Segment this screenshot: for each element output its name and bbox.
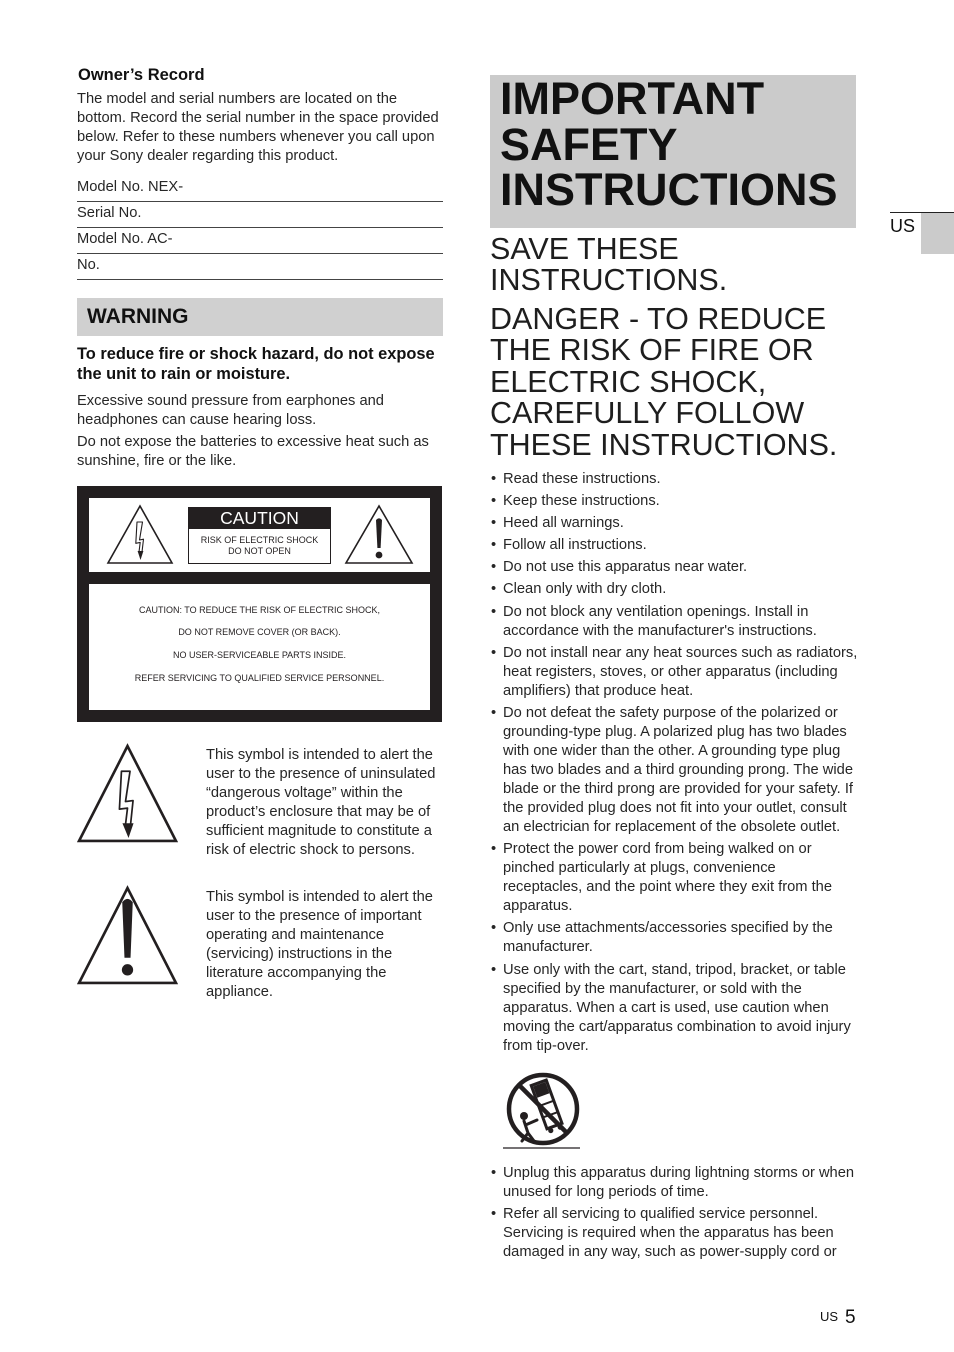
heading-line: THE RISK OF FIRE OR — [490, 333, 814, 368]
paragraph-line: your Sony dealer regarding this product. — [77, 147, 339, 164]
paragraph-line: Do not expose the batteries to excessive heat such as — [77, 433, 429, 450]
battery-heat-warning — [77, 433, 429, 471]
exclamation-warning-triangle-icon — [77, 885, 178, 986]
lightning-warning-triangle-icon — [77, 743, 178, 844]
bullet-item — [490, 1205, 858, 1262]
bullet-text-line: Do not block any ventilation openings. Install in — [503, 603, 809, 620]
page-number-prefix: US — [820, 1308, 839, 1324]
bullet-marker: • — [491, 470, 497, 487]
heading-line: THESE INSTRUCTIONS. — [490, 427, 838, 462]
heading-line: ELECTRIC SHOCK, — [490, 364, 767, 399]
notice-line: REFER SERVICING TO QUALIFIED SERVICE PERSONNEL. — [134, 672, 385, 683]
description-line: risk of electric shock to persons. — [206, 841, 415, 858]
bullet-text-line: with one wider than the other. A grounding type plug — [503, 743, 841, 759]
paragraph-line: headphones can cause hearing loss. — [77, 411, 317, 428]
bullet-text-line: from tip-over. — [503, 1037, 589, 1054]
bullet-marker: • — [491, 514, 497, 531]
bullet-text — [503, 580, 858, 599]
bullet-text — [503, 1205, 858, 1262]
bullet-text — [503, 492, 858, 511]
model-number-field — [77, 176, 443, 202]
bullet-item — [490, 492, 858, 511]
bullet-text — [503, 558, 858, 577]
paragraph-line: bottom. Record the serial number in the space provided — [77, 109, 439, 126]
safety-instructions-list-continued — [490, 1164, 858, 1265]
bullet-marker: • — [491, 537, 497, 554]
bullet-text-line: unused for long periods of time. — [503, 1183, 709, 1200]
description-line: operating and maintenance — [206, 926, 385, 943]
bullet-item — [490, 644, 858, 701]
bullet-text-line: Servicing is required when the apparatus has been — [503, 1224, 834, 1241]
bullet-text — [503, 840, 858, 916]
serial-number-field — [77, 202, 443, 228]
bullet-item — [490, 603, 858, 641]
bullet-item — [490, 580, 858, 599]
bullet-marker: • — [491, 961, 497, 978]
bullet-text-line: grounding-type plug. A polarized plug has two blades — [503, 724, 847, 740]
important-instructions-symbol-description — [206, 888, 433, 1002]
description-line: (servicing) instructions in the — [206, 945, 393, 962]
bullet-text-line: specified by the manufacturer, or sold with the — [503, 980, 802, 997]
bullet-text — [503, 536, 858, 555]
bullet-text-line: Only use attachments/accessories specified by the — [503, 920, 833, 937]
bullet-text — [503, 961, 858, 1056]
bullet-marker: • — [491, 559, 497, 576]
warning-statement — [77, 344, 435, 384]
bullet-item — [490, 961, 858, 1056]
title-line: INSTRUCTIONS — [500, 164, 838, 215]
bullet-text-line: Read these instructions. — [503, 470, 661, 487]
bullet-text-line: Protect the power cord from being walked on or — [503, 841, 812, 858]
bullet-item — [490, 514, 858, 533]
region-tab-label: US — [890, 216, 916, 236]
bullet-marker: • — [491, 920, 497, 937]
bullet-text-line: Use only with the cart, stand, tripod, bracket, or table — [503, 961, 846, 978]
paragraph-line: below. Refer to these numbers whenever you call upon — [77, 128, 435, 145]
bullet-text-line: receptacles, and the point where they exit from the — [503, 879, 833, 896]
bullet-text-line: Heed all warnings. — [503, 514, 624, 531]
warning-heading: WARNING — [87, 305, 189, 328]
bullet-text-line: apparatus. When a cart is used, use caution when — [503, 999, 829, 1016]
bullet-text-line: Do not install near any heat sources such as radiators, — [503, 644, 858, 661]
bullet-text-line: heat registers, stoves, or other apparatus (including — [503, 663, 838, 680]
paragraph-line: sunshine, fire or the like. — [77, 452, 237, 469]
caution-box — [188, 507, 331, 564]
hearing-loss-warning — [77, 392, 384, 430]
bullet-item — [490, 1164, 858, 1202]
cart-tip-over-warning-icon — [503, 1071, 583, 1151]
danger-heading — [490, 304, 837, 461]
bullet-marker: • — [491, 644, 497, 661]
heading-line: DANGER - TO REDUCE — [490, 302, 827, 336]
warning-statement-line: To reduce fire or shock hazard, do not expose — [77, 345, 435, 363]
bullet-text — [503, 470, 858, 489]
risk-of-shock-text — [189, 529, 330, 557]
bullet-text-line: apparatus. — [503, 898, 573, 915]
owners-record-heading: Owner’s Record — [78, 66, 205, 84]
description-line: “dangerous voltage” within the — [206, 784, 403, 801]
lightning-warning-triangle-icon — [106, 504, 174, 566]
field-label: No. — [77, 257, 100, 273]
warning-banner — [77, 298, 443, 336]
save-instructions-heading — [490, 234, 727, 297]
bullet-marker: • — [491, 492, 497, 509]
bullet-marker: • — [491, 841, 497, 858]
ac-model-number-field — [77, 228, 443, 254]
bullet-text — [503, 704, 858, 837]
bullet-text-line: Follow all instructions. — [503, 537, 647, 554]
page-title — [490, 75, 856, 213]
description-line: This symbol is intended to alert the — [206, 746, 433, 763]
caution-header: CAUTION — [189, 508, 330, 529]
bullet-marker: • — [491, 581, 497, 598]
caution-label-bottom-panel — [89, 584, 430, 710]
bullet-text — [503, 644, 858, 701]
bullet-item — [490, 704, 858, 837]
bullet-marker: • — [491, 705, 497, 721]
page-number: 5 — [845, 1307, 856, 1328]
description-line: appliance. — [206, 983, 273, 1000]
bullet-text — [503, 1164, 858, 1202]
bullet-text — [503, 919, 858, 957]
exclamation-warning-triangle-icon — [344, 504, 414, 566]
description-line: This symbol is intended to alert the — [206, 888, 433, 905]
field-label: Serial No. — [77, 205, 142, 221]
electric-shock-symbol-description — [206, 746, 435, 860]
bullet-text-line: accordance with the manufacturer's instructions. — [503, 622, 817, 639]
bullet-text-line: pinched particularly at plugs, convenience — [503, 860, 776, 877]
owners-record-paragraph — [77, 90, 439, 166]
heading-line: INSTRUCTIONS. — [490, 263, 728, 298]
risk-line: RISK OF ELECTRIC SHOCK — [200, 535, 319, 545]
bullet-text-line: Do not defeat the safety purpose of the polarized or — [503, 705, 838, 721]
description-line: literature accompanying the — [206, 964, 387, 981]
bullet-item — [490, 470, 858, 489]
title-line: IMPORTANT — [500, 73, 765, 124]
ac-serial-number-field — [77, 254, 443, 280]
bullet-text-line: the provided plug does not fit into your outlet, consult — [503, 800, 847, 816]
title-banner — [490, 75, 856, 228]
heading-line: SAVE THESE — [490, 232, 679, 266]
bullet-text-line: manufacturer. — [503, 939, 593, 956]
field-label: Model No. AC- — [77, 231, 173, 247]
description-line: user to the presence of important — [206, 907, 422, 924]
field-label: Model No. NEX- — [77, 179, 184, 195]
bullet-text-line: Do not use this apparatus near water. — [503, 559, 748, 576]
bullet-marker: • — [491, 603, 497, 620]
caution-label — [77, 486, 442, 722]
description-line: user to the presence of uninsulated — [206, 765, 436, 782]
bullet-text-line: Unplug this apparatus during lightning storms or when — [503, 1164, 855, 1181]
caution-label-top-panel — [89, 498, 430, 572]
bullet-text-line: an electrician for replacement of the obsolete outlet. — [503, 819, 841, 835]
bullet-text-line: amplifiers) that produce heat. — [503, 682, 694, 699]
bullet-item — [490, 558, 858, 577]
warning-statement-line: the unit to rain or moisture. — [77, 365, 291, 383]
bullet-text-line: Refer all servicing to qualified service personnel. — [503, 1205, 819, 1222]
bullet-text-line: moving the cart/apparatus combination to avoid injury — [503, 1018, 851, 1035]
bullet-marker: • — [491, 1164, 497, 1181]
region-tab-marker — [921, 213, 954, 254]
bullet-text-line: Clean only with dry cloth. — [503, 581, 667, 598]
description-line: sufficient magnitude to constitute a — [206, 822, 432, 839]
owners-record-fields — [77, 176, 443, 280]
heading-line: CAREFULLY FOLLOW — [490, 396, 805, 431]
paragraph-line: Excessive sound pressure from earphones and — [77, 392, 384, 409]
bullet-marker: • — [491, 1205, 497, 1222]
bullet-item — [490, 919, 858, 957]
bullet-text — [503, 603, 858, 641]
safety-instructions-list — [490, 470, 858, 1059]
bullet-text — [503, 514, 858, 533]
notice-line: CAUTION: TO REDUCE THE RISK OF ELECTRIC SHOCK, — [138, 604, 381, 615]
bullet-text-line: damaged in any way, such as power-supply cord or — [503, 1243, 837, 1260]
caution-notice-text — [89, 599, 430, 690]
notice-line: DO NOT REMOVE COVER (OR BACK). — [178, 627, 341, 638]
bullet-text-line: has two blades and a third grounding prong. The wide — [503, 762, 854, 778]
bullet-text-line: Keep these instructions. — [503, 492, 660, 509]
bullet-text-line: blade or the third prong are provided for your safety. If — [503, 781, 853, 797]
notice-line: NO USER-SERVICEABLE PARTS INSIDE. — [172, 650, 347, 660]
title-line: SAFETY — [500, 118, 678, 170]
description-line: product’s enclosure that may be of — [206, 803, 431, 820]
bullet-item — [490, 536, 858, 555]
risk-line: DO NOT OPEN — [228, 546, 291, 556]
bullet-item — [490, 840, 858, 916]
paragraph-line: The model and serial numbers are located on the — [77, 90, 398, 107]
